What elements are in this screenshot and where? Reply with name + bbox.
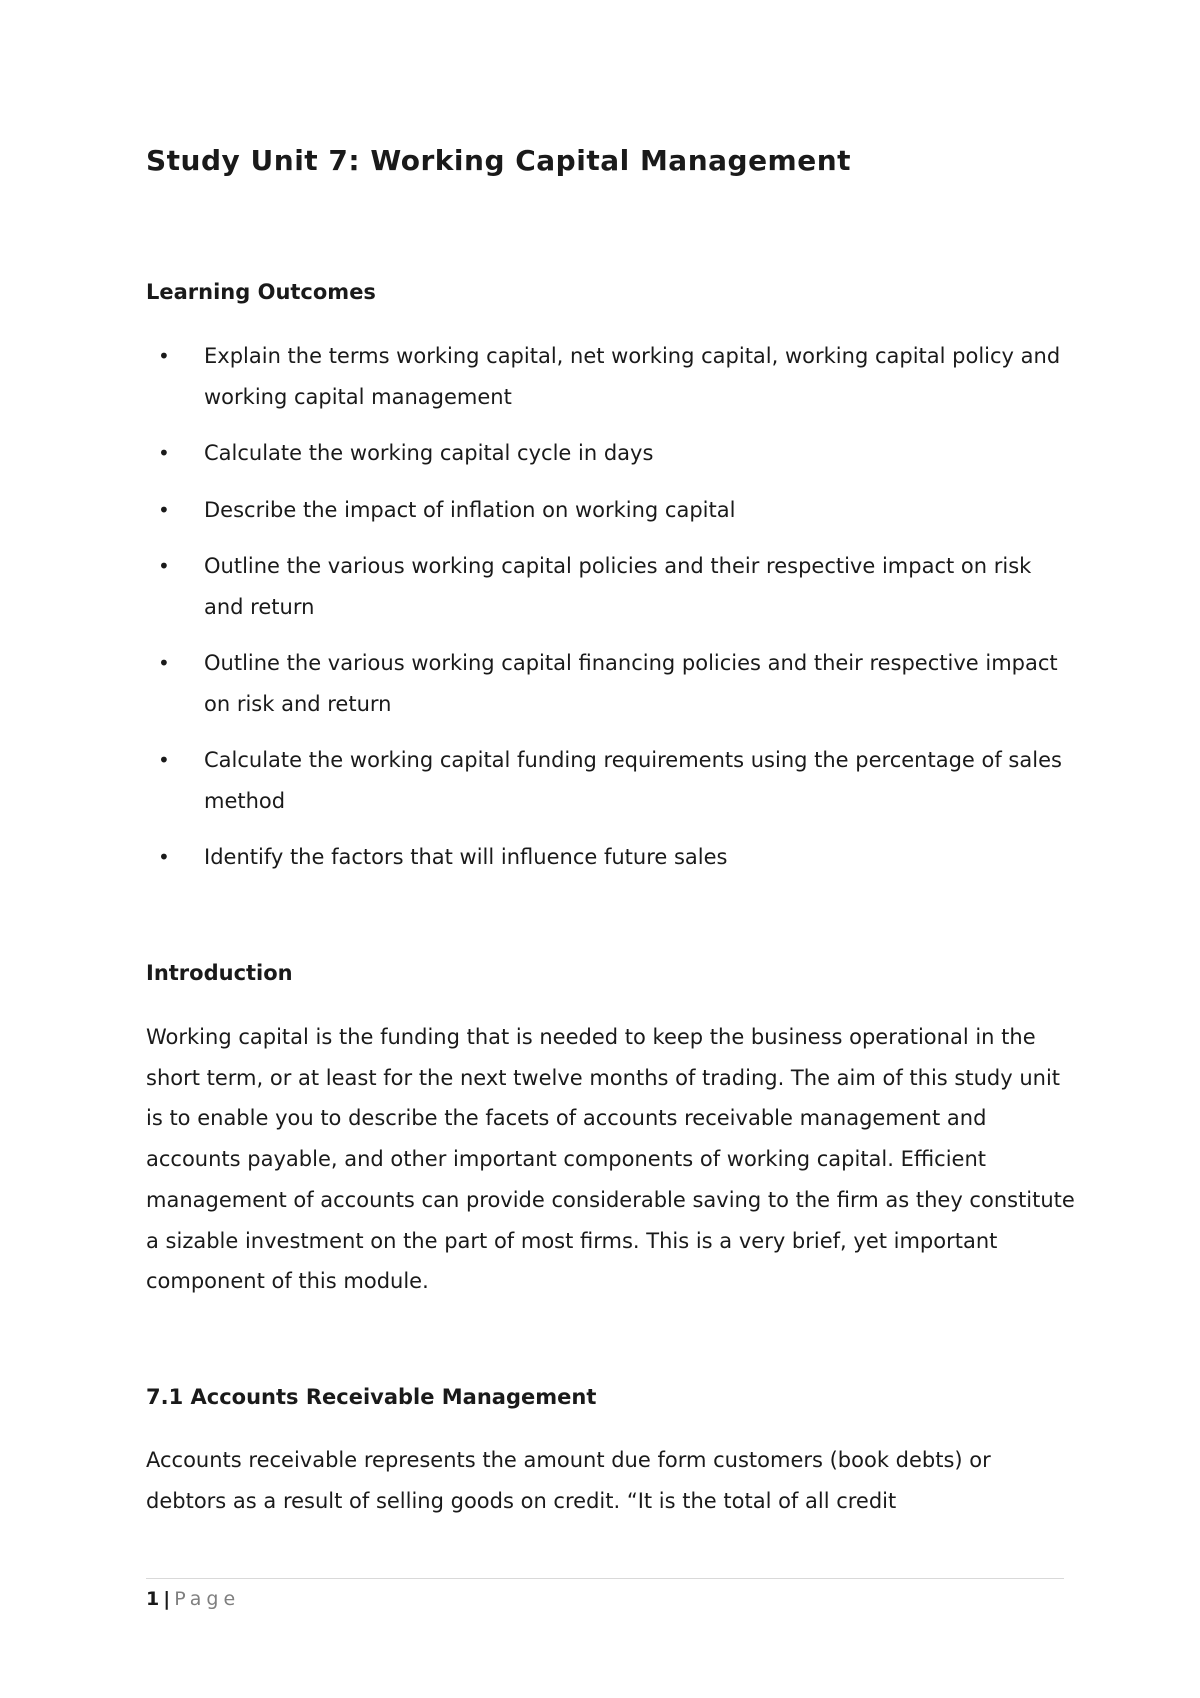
page-label: Page <box>174 1588 241 1610</box>
list-item <box>146 546 1066 627</box>
list-item <box>146 490 1066 531</box>
list-item <box>146 336 1066 417</box>
bullet-icon: • <box>158 554 170 578</box>
bullet-icon: • <box>158 651 170 675</box>
bullet-icon: • <box>158 344 170 368</box>
list-item-text: Calculate the working capital cycle in days <box>204 441 654 465</box>
list-item <box>146 433 1066 474</box>
learning-outcomes-heading: Learning Outcomes <box>146 280 376 304</box>
list-item-text: Outline the various working capital policies and their respective impact on risk and return <box>204 554 1032 619</box>
footer-divider <box>146 1578 1064 1579</box>
section-7-1-paragraph: Accounts receivable represents the amount due form customers (book debts) or debtors as a result of selling goods on credit. “It is the total of all credit <box>146 1448 991 1513</box>
page-footer <box>146 1586 240 1612</box>
list-item <box>146 740 1066 821</box>
list-item-text: Identify the factors that will influence future sales <box>204 845 728 869</box>
footer-separator: | <box>163 1588 171 1610</box>
list-item-text: Calculate the working capital funding requirements using the percentage of sales method <box>204 748 1062 813</box>
learning-outcomes-list <box>146 336 1066 894</box>
bullet-icon: • <box>158 845 170 869</box>
bullet-icon: • <box>158 497 170 522</box>
list-item <box>146 643 1066 724</box>
list-item <box>146 837 1066 878</box>
page-number: 1 <box>146 1588 160 1610</box>
section-7-1-heading: 7.1 Accounts Receivable Management <box>146 1385 597 1409</box>
list-item-text: Explain the terms working capital, net working capital, working capital policy and working capital management <box>204 344 1061 409</box>
bullet-icon: • <box>158 441 170 465</box>
introduction-paragraph: Working capital is the funding that is needed to keep the business operational in the short term, or at least for the next twelve months of trading. The aim of this study unit is to enable you to describe the facets of accounts receivable management and accounts payable, and other important components of working capital. Efficient management of accounts can provide considerable saving to the firm as they constitute a sizable investment on the part of most firms. This is a very brief, yet important component of this module. <box>146 1025 1075 1294</box>
document-title: Study Unit 7: Working Capital Management <box>146 144 852 177</box>
bullet-icon: • <box>158 748 170 772</box>
list-item-text: Outline the various working capital financing policies and their respective impact on risk and return <box>204 651 1058 716</box>
list-item-text: Describe the impact of inflation on working capital <box>204 497 736 522</box>
introduction-heading: Introduction <box>146 961 293 985</box>
